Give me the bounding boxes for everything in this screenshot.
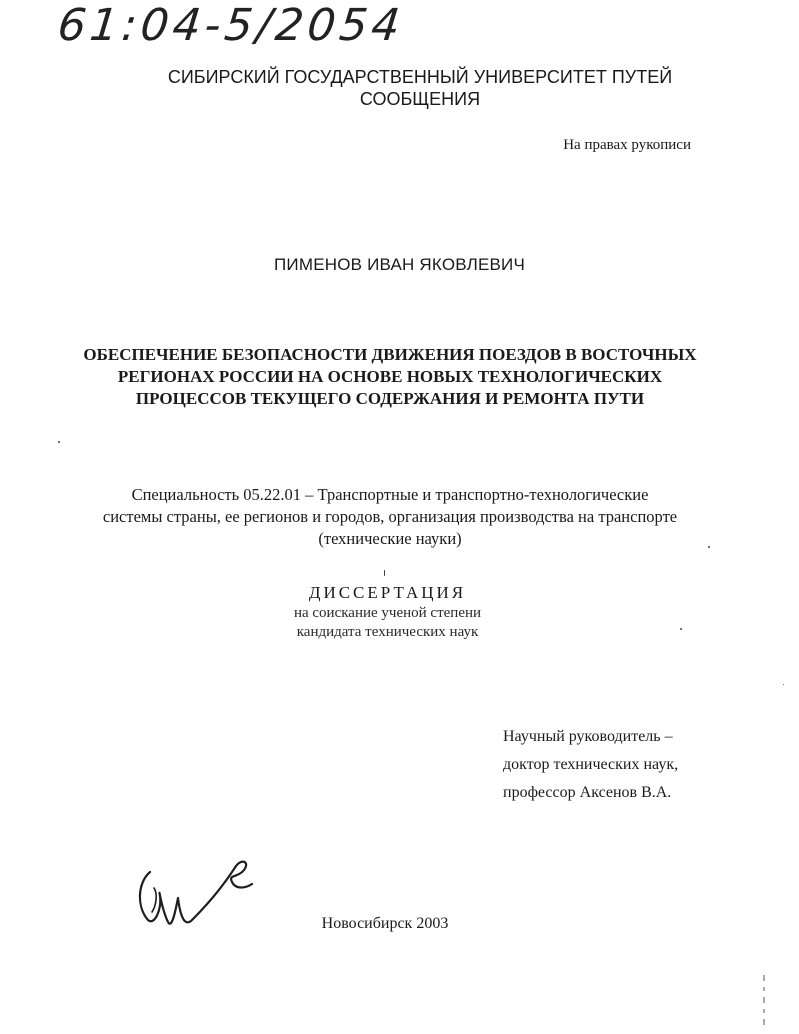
scan-speck: [58, 441, 60, 443]
scan-speck: [680, 628, 682, 630]
scan-edge-marks: [762, 975, 766, 1025]
rights-note: На правах рукописи: [563, 137, 691, 153]
degree-info: [0, 604, 775, 642]
supervisor-name: профессор Аксенов В.А.: [503, 784, 672, 801]
author-name: ПИМЕНОВ ИВАН ЯКОВЛЕВИЧ: [274, 255, 525, 274]
specialty: Специальность 05.22.01 – Транспортные и транспортно-технологические системы страны, ее регионов и городов, организация производства на транспорте (технические науки): [102, 485, 678, 548]
supervisor-role: Научный руководитель –: [503, 728, 673, 745]
degree-line-2: кандидата технических наук: [296, 624, 479, 640]
dissertation-label: ДИССЕРТАЦИЯ: [308, 583, 467, 602]
city-year: Новосибирск 2003: [321, 915, 449, 932]
scan-speck: [783, 684, 784, 685]
supervisor-block: [503, 723, 678, 807]
scan-speck: [384, 570, 385, 576]
thesis-title: ОБЕСПЕЧЕНИЕ БЕЗОПАСНОСТИ ДВИЖЕНИЯ ПОЕЗДОВ В ВОСТОЧНЫХ РЕГИОНАХ РОССИИ НА ОСНОВЕ НОВЫХ ТЕХНОЛОГИЧЕСКИХ ПРОЦЕССОВ ТЕКУЩЕГО СОДЕРЖАНИЯ И РЕМОНТА ПУТИ: [83, 345, 697, 408]
archive-code: 61:04-5/2054: [55, 0, 407, 51]
scan-speck: [708, 546, 710, 548]
degree-line-1: на соискание ученой степени: [293, 605, 482, 621]
supervisor-degree: доктор технических наук,: [503, 756, 679, 773]
university-name: СИБИРСКИЙ ГОСУДАРСТВЕННЫЙ УНИВЕРСИТЕТ ПУТЕЙ СООБЩЕНИЯ: [167, 67, 673, 109]
